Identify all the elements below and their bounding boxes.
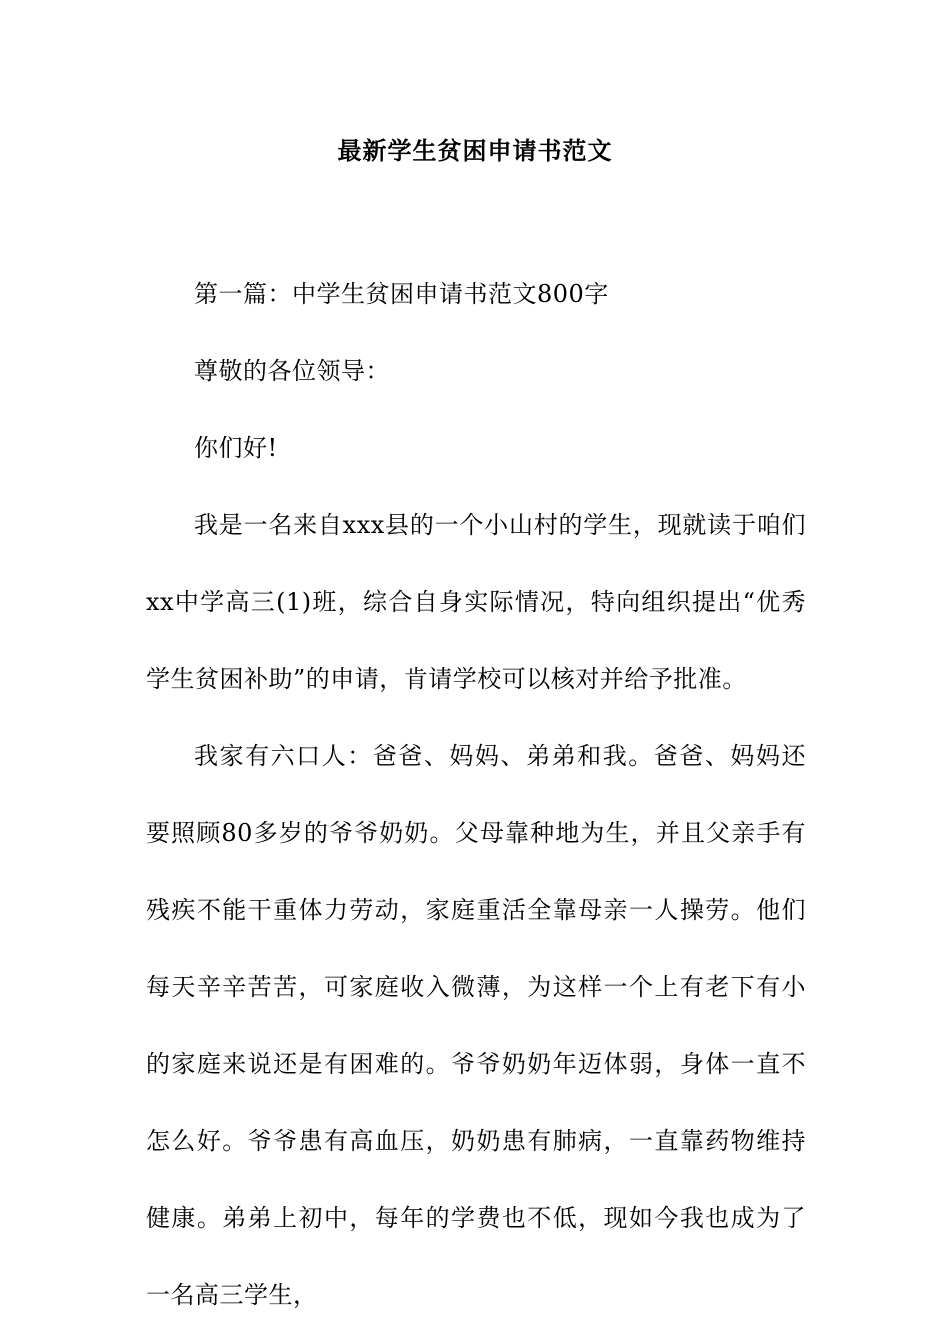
paragraph-family-situation: 我家有六口人：爸爸、妈妈、弟弟和我。爸爸、妈妈还要照顾80多岁的爷爷奶奶。父母靠种地为生，并且父亲手有残疾不能干重体力劳动，家庭重活全靠母亲一人操劳。他们每天辛辛苦苦，可家庭收入微薄，为这样一个上有老下有小的家庭来说还是有困难的。爷爷奶奶年迈体弱，身体一直不怎么好。爷爷患有高血压，奶奶患有肺病，一直靠药物维持健康。弟弟上初中，每年的学费也不低，现如今我也成为了一名高三学生， [146, 742, 806, 1309]
greeting: 你们好! [194, 434, 278, 462]
paragraph-introduction: 我是一名来自xxx县的一个小山村的学生，现就读于咱们xx中学高三(1)班，综合自身实际情况，特向组织提出“优秀学生贫困补助”的申请，肯请学校可以核对并给予批准。 [146, 511, 806, 693]
salutation: 尊敬的各位领导： [194, 357, 390, 385]
document-title: 最新学生贫困申请书范文 [337, 136, 613, 165]
document-body [146, 256, 806, 1334]
section-heading: 第一篇：中学生贫困申请书范文800字 [194, 280, 609, 308]
